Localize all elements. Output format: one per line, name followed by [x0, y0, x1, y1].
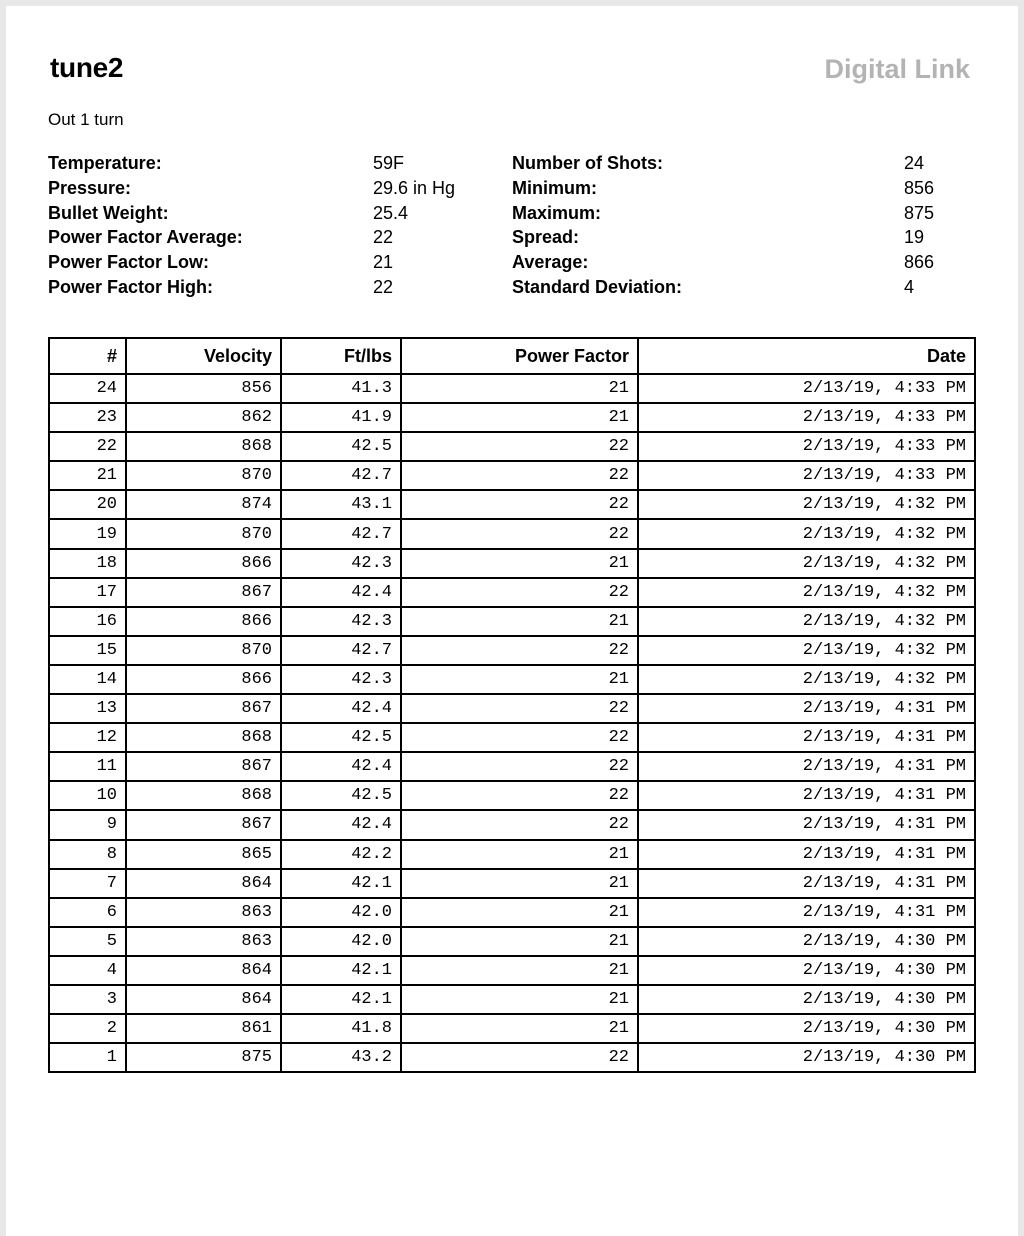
- power-factor-cell: 21: [401, 927, 638, 956]
- document-page: [6, 6, 1018, 1236]
- ftlbs-cell: 42.0: [281, 898, 401, 927]
- table-row: [49, 1014, 975, 1043]
- stat-label: Power Factor High:: [48, 276, 214, 297]
- table-row: [49, 781, 975, 810]
- shot-number-cell: 6: [49, 898, 126, 927]
- velocity-cell: 866: [126, 607, 281, 636]
- power-factor-cell: 21: [401, 985, 638, 1014]
- power-factor-cell: 21: [401, 665, 638, 694]
- ftlbs-cell: 42.4: [281, 810, 401, 839]
- date-cell: 2/13/19, 4:32 PM: [638, 665, 975, 694]
- date-cell: 2/13/19, 4:33 PM: [638, 461, 975, 490]
- ftlbs-cell: 42.0: [281, 927, 401, 956]
- velocity-cell: 867: [126, 752, 281, 781]
- col-header-number: #: [49, 338, 126, 374]
- ftlbs-cell: 43.2: [281, 1043, 401, 1072]
- shot-number-cell: 4: [49, 956, 126, 985]
- brand-label: Digital Link: [824, 54, 970, 84]
- shot-number-cell: 23: [49, 403, 126, 432]
- table-row: [49, 694, 975, 723]
- power-factor-cell: 22: [401, 490, 638, 519]
- velocity-cell: 863: [126, 927, 281, 956]
- shot-number-cell: 2: [49, 1014, 126, 1043]
- ftlbs-cell: 42.4: [281, 752, 401, 781]
- stat-label: Number of Shots:: [512, 153, 663, 173]
- power-factor-cell: 22: [401, 1043, 638, 1072]
- velocity-cell: 868: [126, 432, 281, 461]
- table-row: [49, 869, 975, 898]
- stats-right-values: [904, 151, 934, 300]
- date-cell: 2/13/19, 4:30 PM: [638, 927, 975, 956]
- shot-table: [48, 337, 976, 1073]
- date-cell: 2/13/19, 4:31 PM: [638, 869, 975, 898]
- power-factor-cell: 21: [401, 869, 638, 898]
- velocity-cell: 866: [126, 549, 281, 578]
- stats-right-labels: [512, 151, 682, 300]
- table-row: [49, 956, 975, 985]
- shot-number-cell: 9: [49, 810, 126, 839]
- date-cell: 2/13/19, 4:32 PM: [638, 578, 975, 607]
- power-factor-cell: 22: [401, 519, 638, 548]
- velocity-cell: 866: [126, 665, 281, 694]
- shot-number-cell: 14: [49, 665, 126, 694]
- page-subtitle: Out 1 turn: [48, 110, 124, 129]
- table-row: [49, 578, 975, 607]
- power-factor-cell: 21: [401, 898, 638, 927]
- col-header-velocity: Velocity: [126, 338, 281, 374]
- velocity-cell: 856: [126, 374, 281, 403]
- stat-value: 19: [904, 227, 925, 248]
- shot-number-cell: 18: [49, 549, 126, 578]
- date-cell: 2/13/19, 4:30 PM: [638, 956, 975, 985]
- date-cell: 2/13/19, 4:31 PM: [638, 810, 975, 839]
- shot-number-cell: 16: [49, 607, 126, 636]
- velocity-cell: 867: [126, 810, 281, 839]
- stat-label: Temperature:: [48, 153, 162, 173]
- ftlbs-cell: 42.1: [281, 956, 401, 985]
- date-cell: 2/13/19, 4:31 PM: [638, 723, 975, 752]
- ftlbs-cell: 42.7: [281, 519, 401, 548]
- date-cell: 2/13/19, 4:32 PM: [638, 636, 975, 665]
- velocity-cell: 868: [126, 781, 281, 810]
- table-row: [49, 840, 975, 869]
- power-factor-cell: 21: [401, 840, 638, 869]
- stat-value: 875: [904, 202, 935, 223]
- shot-number-cell: 13: [49, 694, 126, 723]
- stat-value: 4: [904, 276, 915, 297]
- table-row: [49, 403, 975, 432]
- ftlbs-cell: 42.1: [281, 985, 401, 1014]
- power-factor-cell: 21: [401, 374, 638, 403]
- stat-value: 22: [373, 227, 394, 248]
- table-row: [49, 810, 975, 839]
- velocity-cell: 870: [126, 461, 281, 490]
- velocity-cell: 867: [126, 694, 281, 723]
- stat-label: Standard Deviation:: [512, 276, 683, 297]
- date-cell: 2/13/19, 4:31 PM: [638, 898, 975, 927]
- power-factor-cell: 22: [401, 781, 638, 810]
- table-row: [49, 607, 975, 636]
- ftlbs-cell: 41.8: [281, 1014, 401, 1043]
- power-factor-cell: 21: [401, 403, 638, 432]
- stat-label: Power Factor Average:: [48, 227, 243, 248]
- stat-value: 856: [904, 177, 935, 198]
- shot-number-cell: 21: [49, 461, 126, 490]
- power-factor-cell: 22: [401, 723, 638, 752]
- power-factor-cell: 22: [401, 461, 638, 490]
- date-cell: 2/13/19, 4:32 PM: [638, 549, 975, 578]
- velocity-cell: 870: [126, 519, 281, 548]
- date-cell: 2/13/19, 4:30 PM: [638, 1043, 975, 1072]
- stat-label: Power Factor Low:: [48, 252, 210, 273]
- date-cell: 2/13/19, 4:33 PM: [638, 432, 975, 461]
- table-header-row: [49, 338, 975, 374]
- ftlbs-cell: 42.1: [281, 869, 401, 898]
- date-cell: 2/13/19, 4:31 PM: [638, 752, 975, 781]
- table-row: [49, 1043, 975, 1072]
- table-row: [49, 927, 975, 956]
- power-factor-cell: 22: [401, 432, 638, 461]
- stat-value: 25.4: [373, 202, 409, 223]
- shot-number-cell: 7: [49, 869, 126, 898]
- table-row: [49, 374, 975, 403]
- shot-number-cell: 11: [49, 752, 126, 781]
- ftlbs-cell: 42.3: [281, 549, 401, 578]
- velocity-cell: 868: [126, 723, 281, 752]
- velocity-cell: 874: [126, 490, 281, 519]
- ftlbs-cell: 42.4: [281, 578, 401, 607]
- date-cell: 2/13/19, 4:31 PM: [638, 781, 975, 810]
- table-row: [49, 490, 975, 519]
- shot-number-cell: 22: [49, 432, 126, 461]
- table-row: [49, 432, 975, 461]
- stat-label: Spread:: [512, 227, 580, 248]
- date-cell: 2/13/19, 4:32 PM: [638, 607, 975, 636]
- velocity-cell: 875: [126, 1043, 281, 1072]
- ftlbs-cell: 42.3: [281, 665, 401, 694]
- velocity-cell: 861: [126, 1014, 281, 1043]
- shot-number-cell: 12: [49, 723, 126, 752]
- shot-number-cell: 1: [49, 1043, 126, 1072]
- shot-number-cell: 20: [49, 490, 126, 519]
- velocity-cell: 862: [126, 403, 281, 432]
- power-factor-cell: 22: [401, 810, 638, 839]
- velocity-cell: 864: [126, 985, 281, 1014]
- date-cell: 2/13/19, 4:33 PM: [638, 374, 975, 403]
- stat-value: 59F: [373, 153, 405, 173]
- table-row: [49, 549, 975, 578]
- stat-label: Maximum:: [512, 202, 602, 223]
- date-cell: 2/13/19, 4:32 PM: [638, 490, 975, 519]
- power-factor-cell: 22: [401, 694, 638, 723]
- table-row: [49, 636, 975, 665]
- shot-number-cell: 5: [49, 927, 126, 956]
- power-factor-cell: 22: [401, 636, 638, 665]
- col-header-date: Date: [638, 338, 975, 374]
- col-header-ftlbs: Ft/lbs: [281, 338, 401, 374]
- stat-label: Average:: [512, 252, 589, 273]
- date-cell: 2/13/19, 4:31 PM: [638, 694, 975, 723]
- power-factor-cell: 21: [401, 956, 638, 985]
- shot-number-cell: 3: [49, 985, 126, 1014]
- date-cell: 2/13/19, 4:30 PM: [638, 1014, 975, 1043]
- table-row: [49, 665, 975, 694]
- stat-value: 24: [904, 153, 925, 173]
- velocity-cell: 864: [126, 956, 281, 985]
- table-row: [49, 985, 975, 1014]
- shot-number-cell: 24: [49, 374, 126, 403]
- stat-value: 866: [904, 252, 935, 273]
- date-cell: 2/13/19, 4:32 PM: [638, 519, 975, 548]
- stat-value: 29.6 in Hg: [373, 177, 456, 198]
- ftlbs-cell: 41.9: [281, 403, 401, 432]
- table-row: [49, 519, 975, 548]
- stat-value: 22: [373, 276, 394, 297]
- power-factor-cell: 22: [401, 752, 638, 781]
- page-title: tune2: [50, 52, 124, 83]
- ftlbs-cell: 42.4: [281, 694, 401, 723]
- shot-number-cell: 19: [49, 519, 126, 548]
- power-factor-cell: 21: [401, 607, 638, 636]
- date-cell: 2/13/19, 4:31 PM: [638, 840, 975, 869]
- ftlbs-cell: 43.1: [281, 490, 401, 519]
- velocity-cell: 865: [126, 840, 281, 869]
- ftlbs-cell: 42.5: [281, 781, 401, 810]
- date-cell: 2/13/19, 4:30 PM: [638, 985, 975, 1014]
- ftlbs-cell: 41.3: [281, 374, 401, 403]
- velocity-cell: 863: [126, 898, 281, 927]
- stat-label: Bullet Weight:: [48, 202, 169, 223]
- shot-number-cell: 10: [49, 781, 126, 810]
- velocity-cell: 870: [126, 636, 281, 665]
- shot-number-cell: 17: [49, 578, 126, 607]
- power-factor-cell: 22: [401, 578, 638, 607]
- ftlbs-cell: 42.3: [281, 607, 401, 636]
- shot-number-cell: 8: [49, 840, 126, 869]
- col-header-power-factor: Power Factor: [401, 338, 638, 374]
- power-factor-cell: 21: [401, 549, 638, 578]
- power-factor-cell: 21: [401, 1014, 638, 1043]
- ftlbs-cell: 42.5: [281, 432, 401, 461]
- ftlbs-cell: 42.2: [281, 840, 401, 869]
- stat-value: 21: [373, 252, 394, 273]
- ftlbs-cell: 42.5: [281, 723, 401, 752]
- table-row: [49, 461, 975, 490]
- stats-left-values: [373, 151, 455, 300]
- date-cell: 2/13/19, 4:33 PM: [638, 403, 975, 432]
- table-row: [49, 898, 975, 927]
- shot-number-cell: 15: [49, 636, 126, 665]
- table-row: [49, 723, 975, 752]
- stats-left-labels: [48, 151, 243, 300]
- stat-label: Pressure:: [48, 177, 132, 198]
- velocity-cell: 867: [126, 578, 281, 607]
- stat-label: Minimum:: [512, 177, 597, 198]
- ftlbs-cell: 42.7: [281, 461, 401, 490]
- table-row: [49, 752, 975, 781]
- velocity-cell: 864: [126, 869, 281, 898]
- ftlbs-cell: 42.7: [281, 636, 401, 665]
